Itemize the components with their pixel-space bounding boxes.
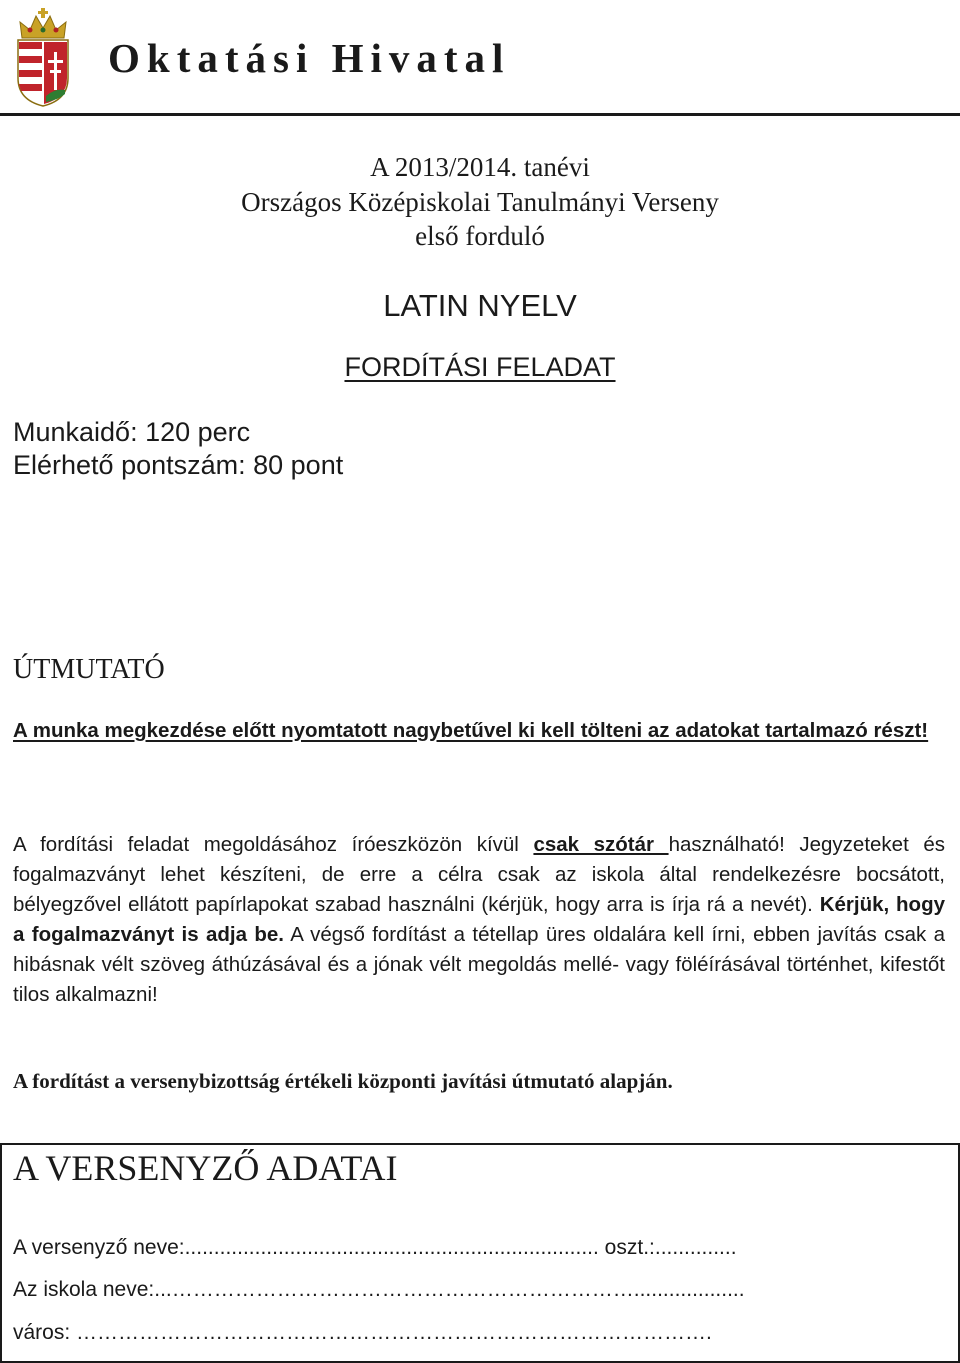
city-field[interactable]: város: ………………………………………………………………………………. [13, 1321, 712, 1344]
instructions-part-3: A végső fordítást a tétellap üres oldalára kell írni, ebben javítás csak a hibásnak vélt szöveg áthúzásával és a jónak vélt megoldás mellé- vagy föléírásával történhet, kifestőt tilos alkalmazni! [13, 923, 945, 1006]
organization-name: Oktatási Hivatal [108, 35, 511, 81]
instructions-part-1: A fordítási feladat megoldásához íróeszközön kívül [13, 833, 534, 856]
instructions-paragraph [13, 830, 945, 1010]
contestant-data-heading: A VERSENYZŐ ADATAI [13, 1148, 398, 1188]
subject-title: LATIN NYELV [383, 288, 577, 323]
task-title: FORDÍTÁSI FELADAT [344, 352, 616, 382]
submit-draft-emphasis: Kérjük, hogy a fogalmazványt is adja be. [13, 893, 945, 946]
instructions-part-2: használható! Jegyzeteket és fogalmazványt lehet készíteni, de erre a célra csak az iskola által rendelkezésre bocsátott, bélyegzővel ellátott papírlapokat szabad használni (kérjük, hogy arra is írja rá a nevét). [13, 833, 945, 916]
competition-name: Országos Középiskolai Tanulmányi Verseny [241, 187, 719, 217]
school-year-line: A 2013/2014. tanévi [370, 152, 590, 182]
evaluation-note: A fordítást a versenybizottság értékeli központi javítási útmutató alapján. [13, 1069, 673, 1093]
work-time: Munkaidő: 120 perc [13, 417, 251, 447]
available-points: Elérhető pontszám: 80 pont [13, 450, 344, 480]
round-label: első forduló [415, 221, 545, 251]
guide-heading: ÚTMUTATÓ [13, 654, 165, 685]
hungarian-coat-of-arms-icon [14, 8, 72, 108]
dictionary-only-emphasis: csak szótár [533, 833, 669, 856]
school-name-field[interactable]: Az iskola neve:...…………………………………………………………................... [13, 1278, 745, 1301]
header-divider [0, 113, 960, 116]
fill-in-warning: A munka megkezdése előtt nyomtatott nagybetűvel ki kell tölteni az adatokat tartalmazó részt! [13, 719, 929, 742]
contestant-name-field[interactable]: A versenyző neve:....................................................................... oszt.:.............. [13, 1236, 737, 1259]
